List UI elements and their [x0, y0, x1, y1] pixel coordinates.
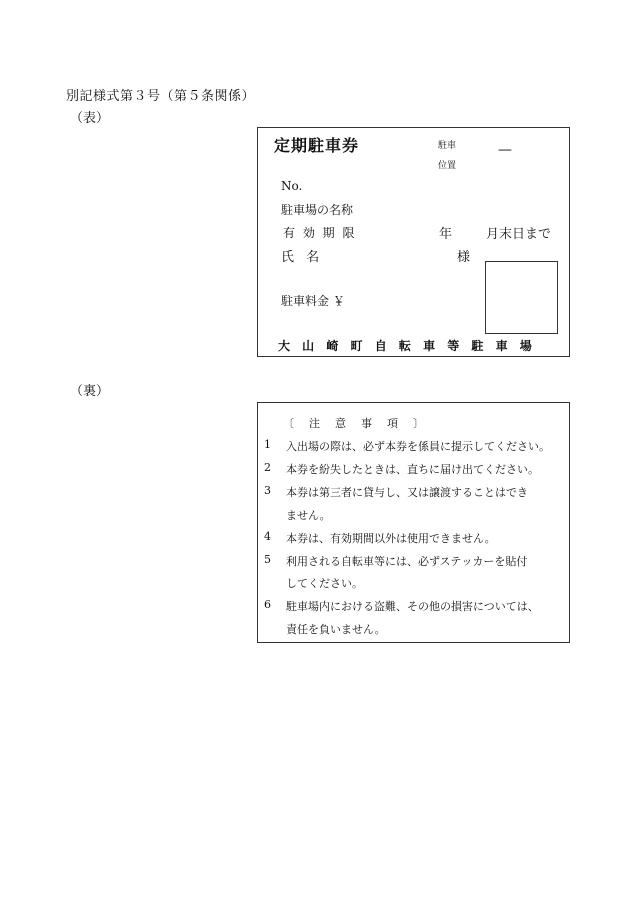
position-value: — [498, 142, 512, 158]
validity-label: 有 効 期 限 [283, 226, 357, 240]
photo-box [485, 261, 558, 334]
position-label-line2: 位置 [438, 161, 457, 171]
note-number: 3 [264, 484, 271, 497]
month-end-label: 月末日まで [486, 227, 552, 242]
note-continuation: してください。 [286, 577, 363, 590]
note-text: 駐車場内における盗難、その他の損害については、 [286, 600, 539, 613]
note-number: 6 [264, 598, 271, 611]
honorific-label: 様 [457, 250, 471, 265]
note-continuation: ません。 [286, 509, 331, 522]
note-text: 入出場の際は、必ず本券を係員に提示してください。 [286, 440, 550, 453]
fee-label: 駐車料金 ￥ [281, 294, 345, 308]
note-number: 1 [264, 438, 271, 451]
note-continuation: 責任を負いません。 [286, 623, 386, 636]
pass-title: 定期駐車券 [274, 136, 360, 155]
facility-name: 大 山 崎 町 自 転 車 等 駐 車 場 [278, 339, 536, 353]
note-number: 4 [264, 530, 271, 543]
year-label: 年 [439, 227, 453, 242]
position-label-line1: 駐車 [438, 141, 457, 151]
parking-pass-back [257, 402, 570, 643]
lot-name-label: 駐車場の名称 [281, 203, 354, 217]
number-label: No. [281, 179, 303, 193]
parking-pass-front [257, 127, 570, 357]
note-number: 2 [264, 461, 271, 474]
note-text: 利用される自転車等には、必ずステッカーを貼付 [286, 555, 528, 568]
front-side-label: （表） [70, 111, 110, 126]
note-text: 本券を紛失したときは、直ちに届け出てください。 [286, 463, 539, 476]
note-text: 本券は、有効期間以外は使用できません。 [286, 532, 496, 545]
notes-title: 〔 注 意 事 項 〕 [283, 417, 426, 430]
note-text: 本券は第三者に貸与し、又は譲渡することはでき [286, 486, 528, 499]
name-label: 氏 名 [281, 250, 324, 265]
back-side-label: （裏） [70, 384, 110, 399]
form-heading: 別記様式第３号（第５条関係） [66, 89, 256, 104]
note-number: 5 [264, 553, 271, 566]
